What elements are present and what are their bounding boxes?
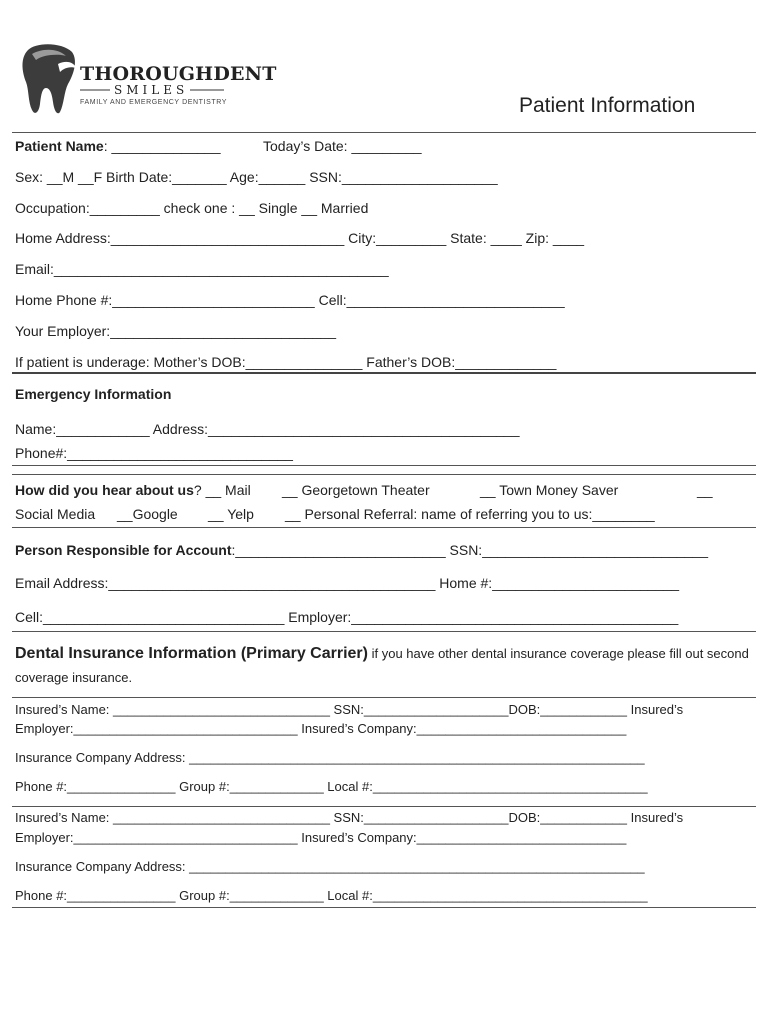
- referral-question-label: How did you hear about us: [15, 482, 194, 498]
- employer-row[interactable]: Your Employer:_____________________________: [15, 323, 336, 339]
- insured-name-row[interactable]: Insured’s Name: ______________________________ SSN:____________________DOB:____________ Insured’s: [15, 810, 684, 825]
- sex-birthdate-row[interactable]: Sex: __M __F Birth Date:_______ Age:______ SSN:____________________: [15, 169, 498, 185]
- option-georgetown-theater[interactable]: __ Georgetown Theater: [282, 482, 430, 498]
- responsible-row: [15, 542, 708, 559]
- brand-tagline: FAMILY AND EMERGENCY DENTISTRY: [80, 99, 228, 106]
- brand-name: THOROUGHDENT: [80, 63, 277, 85]
- insurance-heading: Dental Insurance Information (Primary Carrier): [15, 645, 368, 662]
- option-social-media[interactable]: Social Media: [15, 506, 96, 522]
- divider: [12, 474, 756, 475]
- emergency-phone-row[interactable]: Phone#:_____________________________: [15, 445, 293, 461]
- patient-name-field[interactable]: : ______________: [103, 138, 221, 154]
- insurance-company-address-row[interactable]: Insurance Company Address: _______________________________________________________________: [15, 750, 645, 765]
- responsible-email-row[interactable]: Email Address:__________________________________________ Home #:________________________: [15, 575, 680, 591]
- referral-question: [15, 482, 251, 499]
- tooth-icon: [23, 44, 77, 113]
- patient-name-row: [15, 138, 221, 155]
- home-phone-row[interactable]: Home Phone #:__________________________ Cell:____________________________: [15, 292, 565, 308]
- patient-name-label: Patient Name: [15, 138, 104, 154]
- email-row[interactable]: Email:___________________________________________: [15, 261, 389, 277]
- divider: [12, 527, 756, 528]
- option-social-media-check[interactable]: __: [697, 482, 713, 498]
- occupation-row[interactable]: Occupation:_________ check one : __ Single __ Married: [15, 200, 369, 216]
- todays-date-field[interactable]: Today’s Date: _________: [263, 138, 422, 154]
- insurance-phone-row[interactable]: Phone #:_______________ Group #:_____________ Local #:______________________________________: [15, 779, 648, 794]
- divider: [12, 697, 756, 698]
- option-town-money-saver[interactable]: __ Town Money Saver: [480, 482, 619, 498]
- option-yelp[interactable]: __ Yelp: [208, 506, 254, 522]
- divider: [12, 132, 756, 133]
- insurance-note: if you have other dental insurance coverage please fill out second: [367, 646, 749, 661]
- insured-employer-row[interactable]: Employer:_______________________________ Insured’s Company:_____________________________: [15, 830, 627, 845]
- divider: [12, 465, 756, 466]
- option-google[interactable]: __Google: [117, 506, 178, 522]
- emergency-name-row[interactable]: Name:____________ Address:________________________________________: [15, 421, 520, 437]
- divider: [12, 372, 756, 374]
- insurance-heading-row: [15, 645, 749, 663]
- responsible-field[interactable]: :___________________________ SSN:_____________________________: [231, 542, 708, 558]
- divider: [12, 806, 756, 807]
- responsible-cell-row[interactable]: Cell:_______________________________ Employer:__________________________________________: [15, 609, 679, 625]
- insurance-company-address-row[interactable]: Insurance Company Address: _______________________________________________________________: [15, 859, 645, 874]
- home-address-row[interactable]: Home Address:______________________________ City:_________ State: ____ Zip: ____: [15, 230, 585, 246]
- option-mail[interactable]: ? __ Mail: [193, 482, 251, 498]
- insurance-phone-row[interactable]: Phone #:_______________ Group #:_____________ Local #:______________________________________: [15, 888, 648, 903]
- brand-logo: [14, 44, 277, 121]
- page-title: Patient Information: [519, 94, 696, 117]
- insured-name-row[interactable]: Insured’s Name: ______________________________ SSN:____________________DOB:____________ Insured’s: [15, 702, 684, 717]
- insured-employer-row[interactable]: Employer:_______________________________ Insured’s Company:_____________________________: [15, 721, 627, 736]
- insurance-note-cont: coverage insurance.: [15, 670, 133, 685]
- emergency-heading: Emergency Information: [15, 386, 172, 402]
- brand-sub: SMILES: [114, 83, 189, 97]
- underage-row[interactable]: If patient is underage: Mother’s DOB:_______________ Father’s DOB:_____________: [15, 354, 557, 370]
- divider: [12, 631, 756, 632]
- option-personal-referral[interactable]: __ Personal Referral: name of referring you to us:________: [285, 506, 655, 522]
- responsible-label: Person Responsible for Account: [15, 542, 232, 558]
- divider: [12, 907, 756, 908]
